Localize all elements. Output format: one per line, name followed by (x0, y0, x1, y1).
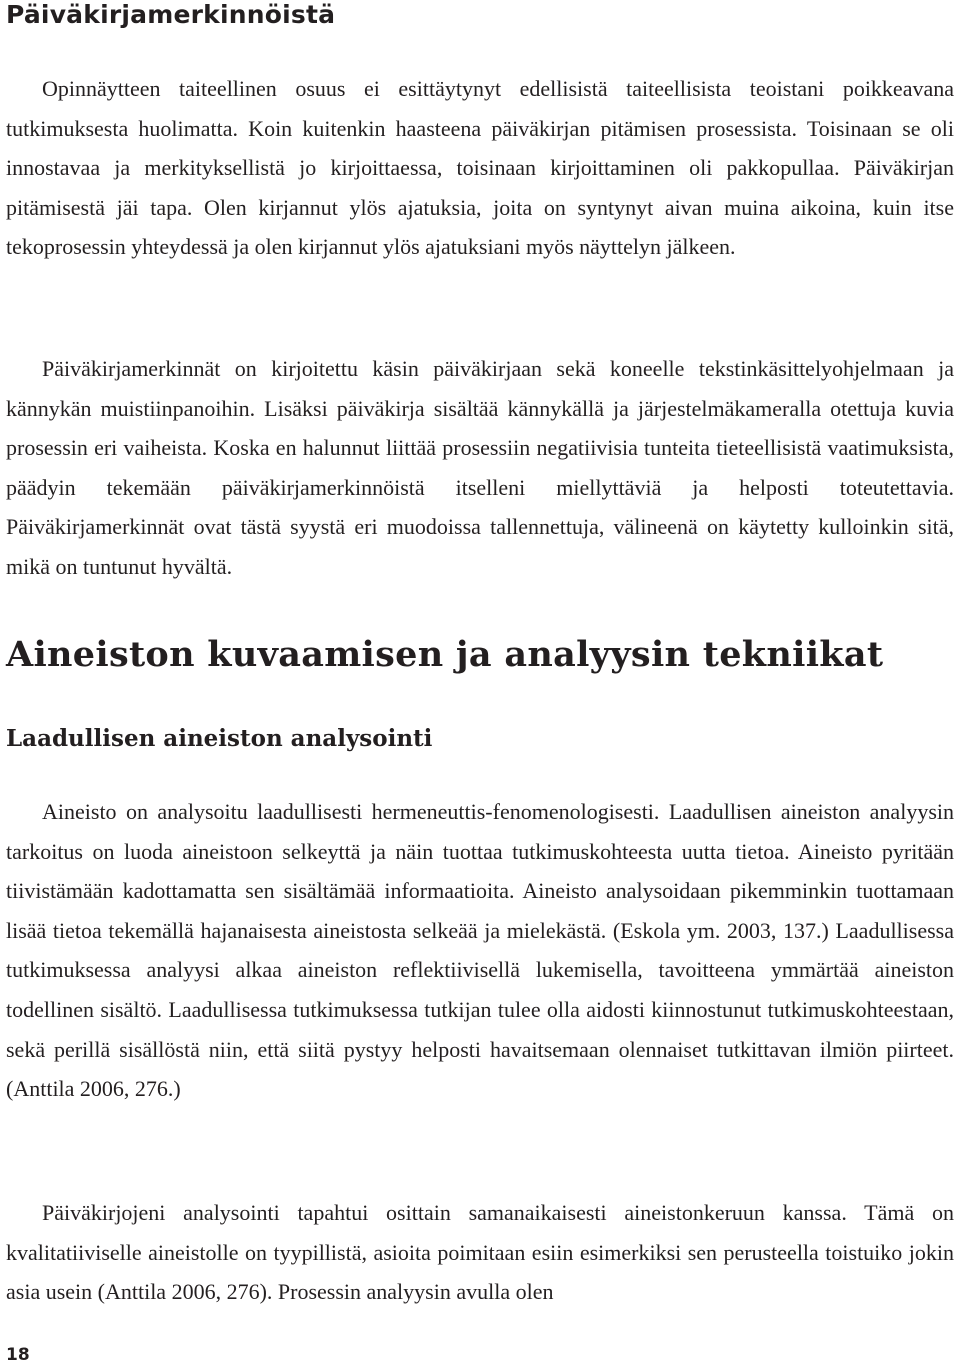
chapter-heading: Aineiston kuvaamisen ja analyysin tekniikat (6, 634, 884, 675)
section-heading: Päiväkirjamerkinnöistä (6, 0, 336, 29)
paragraph-analysis-2: Päiväkirjojeni analysointi tapahtui osittain samanaikaisesti aineistonkeruun kanssa. Tämä on kvalitatiiviselle aineistolle on tyypillistä, asioita poimitaan esiin esimerkiksi sen perusteella toistuiko jokin asia usein (Anttila 2006, 276). Prosessin analyysin avulla olen (6, 1200, 954, 1305)
page-number: 18 (6, 1345, 30, 1365)
paragraph-analysis-1: Aineisto on analysoitu laadullisesti hermeneuttis-fenomenologisesti. Laadullisen aineiston analyysin tarkoitus on luoda aineistoon selkeyttä ja näin tuottaa tutkimuskohteesta uutta tietoa. Aineisto pyritään tiivistämään kadottamatta sen sisältämää informaatioita. Aineisto analysoidaan pikemminkin tuottamaan lisää tietoa tekemällä hajanaisesta aineistosta selkeää ja mielekästä. (Eskola ym. 2003, 137.) Laadullisessa tutkimuksessa analyysi alkaa aineiston reflektiivisellä lukemisella, tavoitteena ymmärtää aineiston todellinen sisältö. Laadullisessa tutkimuksessa tutkijan tulee olla aidosti kiinnostunut tutkimuskohteestaan, sekä perillä sisällöstä niin, että siitä pystyy helposti havaitsemaan olennaiset tutkittavan ilmiön piirteet. (Anttila 2006, 276.) (6, 799, 954, 1102)
subheading: Laadullisen aineiston analysointi (6, 725, 433, 752)
paragraph-diary-1: Opinnäytteen taiteellinen osuus ei esittäytynyt edellisistä taiteellisista teoistani poikkeavana tutkimuksesta huolimatta. Koin kuitenkin haasteena päiväkirjan pitämisen prosessista. Toisinaan se oli innostavaa ja merkityksellistä jo kirjoittaessa, toisinaan kirjoittaminen oli pakkopullaa. Päiväkirjan pitämisestä jäi tapa. Olen kirjannut ylös ajatuksia, joita on syntynyt aivan muina aikoina, kuin itse tekoprosessin yhteydessä ja olen kirjannut ylös ajatuksiani myös näyttelyn jälkeen. (6, 76, 954, 260)
paragraph-diary-2: Päiväkirjamerkinnät on kirjoitettu käsin päiväkirjaan sekä koneelle tekstinkäsittelyohjelmaan ja kännykän muistiinpanoihin. Lisäksi päiväkirja sisältää kännykällä ja järjestelmäkameralla otettuja kuvia prosessin eri vaiheista. Koska en halunnut liittää prosessiin negatiivisia tunteita tieteellisistä vaatimuksista, päädyin tekemään päiväkirjamerkinnöistä itselleni miellyttäviä ja helposti toteutettavia. Päiväkirjamerkinnät ovat tästä syystä eri muodoissa tallennettuja, välineenä on käytetty kulloinkin sitä, mikä on tuntunut hyvältä. (6, 356, 954, 579)
